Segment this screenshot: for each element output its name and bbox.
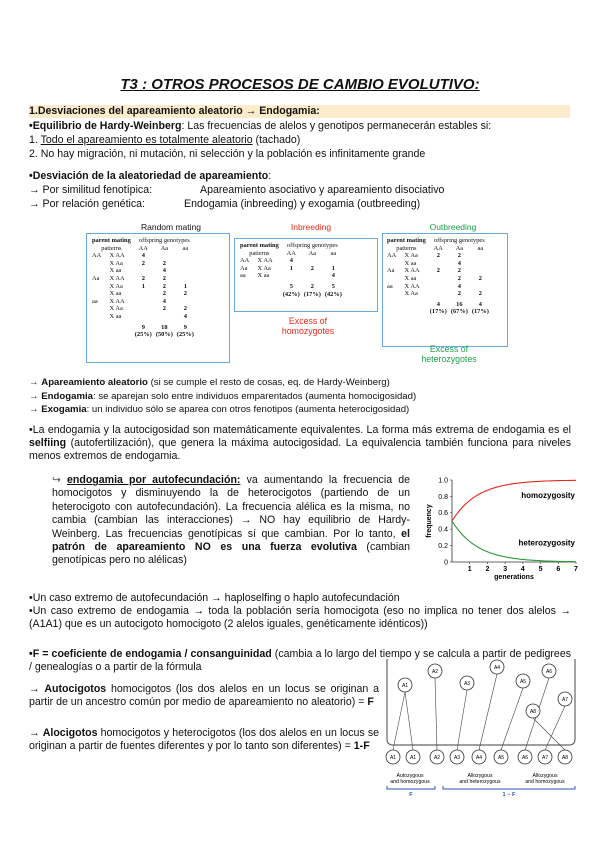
table-cell bbox=[108, 331, 133, 339]
table-row bbox=[385, 267, 491, 275]
x-tick-label: 2 bbox=[485, 566, 490, 573]
table-cell: 2 bbox=[162, 290, 166, 298]
table-cell: aa bbox=[240, 272, 246, 280]
hw-label: •Equilibrio de Hardy-Weinberg bbox=[29, 120, 182, 132]
header-patterns: patterns bbox=[101, 244, 122, 252]
y-axis-label: frequency bbox=[426, 504, 433, 538]
table-cell: 4 bbox=[183, 312, 187, 320]
table-cell: X Aa bbox=[109, 282, 123, 290]
def-text: : un individuo sólo se aparea con otros fenotipos (aumenta heterocigosidad) bbox=[86, 404, 410, 415]
table-total: 5 bbox=[331, 282, 335, 290]
hw-item-1-rest: (tachado) bbox=[252, 134, 301, 146]
label-allo-hom-1: Allozygous bbox=[532, 773, 558, 779]
f-coef-text: (cambia a lo largo del tiempo y se calcula a partir de pedigrees / genealogías o a partir de la fórmula bbox=[29, 648, 572, 674]
allele-label: A1 bbox=[401, 682, 409, 689]
table-cell: X AA bbox=[404, 282, 420, 290]
extremes-block bbox=[29, 592, 571, 632]
header-AA: AA bbox=[286, 249, 296, 257]
table-total: 2 bbox=[310, 282, 314, 290]
label-1-minus-f: 1 − F bbox=[502, 792, 516, 797]
allele-label: A1 bbox=[409, 754, 417, 761]
header-aa: aa bbox=[477, 244, 484, 252]
table-cell bbox=[175, 252, 196, 260]
table-cell: Aa bbox=[387, 267, 395, 275]
x-tick-label: 4 bbox=[520, 566, 525, 573]
table-cell: 2 bbox=[141, 259, 145, 267]
bracket-1-f bbox=[443, 786, 575, 789]
table-cell bbox=[323, 257, 344, 265]
table-cell: 1 bbox=[331, 264, 335, 272]
table-row bbox=[90, 298, 196, 306]
table-cell: X AA bbox=[257, 257, 273, 265]
header-AA: AA bbox=[433, 244, 443, 252]
table-cell: aa bbox=[92, 297, 98, 305]
allele-diagram bbox=[383, 655, 579, 797]
desv-row-1-text: Apareamiento asociativo y apareamiento disociativo bbox=[200, 184, 445, 196]
table-cell: X aa bbox=[404, 259, 417, 267]
table-cell: 2 bbox=[162, 274, 166, 282]
table-total: 18 bbox=[161, 323, 168, 331]
table-row bbox=[90, 283, 196, 291]
table-cell bbox=[90, 305, 108, 313]
excess-homo-line-1: Excess of bbox=[288, 316, 328, 326]
table-row bbox=[90, 275, 196, 283]
allele-label: A3 bbox=[463, 680, 471, 687]
para1-c: (autofertilización), que genera la máxima autocigosidad. La equivalencia también funciona para niveles menos extremos de endogamia. bbox=[29, 437, 571, 463]
table-row bbox=[385, 260, 491, 268]
y-tick-label: 0.8 bbox=[438, 493, 448, 501]
table-header bbox=[238, 242, 344, 250]
hw-bullet bbox=[29, 120, 491, 133]
table-cell bbox=[256, 283, 281, 291]
desv-row-2 bbox=[29, 198, 420, 211]
table-cell: X aa bbox=[404, 274, 417, 282]
extreme-autofecundacion: •Un caso extremo de autofecundación → haploselfing o haplo autofecundación bbox=[29, 592, 400, 604]
alocigotos-value: 1-F bbox=[353, 740, 370, 753]
frequency-chart bbox=[418, 470, 582, 584]
y-tick-label: 0.6 bbox=[438, 510, 448, 518]
series-label-homozygosity: homozygosity bbox=[521, 491, 575, 501]
desv-row-1 bbox=[29, 184, 444, 197]
table-cell bbox=[385, 308, 403, 316]
table-cell: 4 bbox=[457, 259, 461, 267]
desv-row-2-label: → Por relación genética: bbox=[29, 198, 146, 210]
allele-label: A5 bbox=[497, 754, 505, 761]
header-offspring: offspring genotypes bbox=[286, 242, 338, 249]
table-cell: 2 bbox=[162, 282, 166, 290]
table-cell bbox=[154, 252, 175, 260]
allele-label: A8 bbox=[561, 754, 569, 761]
table-row bbox=[385, 290, 491, 298]
table-cell bbox=[385, 290, 403, 298]
arrow-icon: → bbox=[29, 727, 43, 739]
table-header bbox=[90, 237, 196, 245]
table-total: (17%) bbox=[471, 308, 489, 316]
autofecundacion-paragraph bbox=[52, 474, 410, 568]
table-total-row bbox=[385, 308, 491, 316]
allele-label: A3 bbox=[453, 754, 461, 761]
table-cell: 2 bbox=[457, 274, 461, 282]
hw-item-1-underlined: Todo el apareamiento es totalmente aleatorio bbox=[40, 134, 253, 146]
table-cell: 2 bbox=[457, 267, 461, 275]
x-tick-label: 7 bbox=[574, 566, 578, 573]
table-cell: X AA bbox=[109, 274, 125, 282]
table-cell: X Aa bbox=[109, 305, 123, 313]
table-cell: X aa bbox=[109, 312, 122, 320]
descent-arrow bbox=[405, 692, 413, 750]
descent-arrow bbox=[545, 706, 565, 750]
table-total: 16 bbox=[456, 300, 463, 308]
random-mating-title: Random mating bbox=[140, 222, 201, 232]
y-tick-label: 0.4 bbox=[438, 526, 448, 534]
allele-label: A8 bbox=[529, 708, 537, 715]
y-tick-label: 0.2 bbox=[438, 543, 448, 550]
table-cell: 2 bbox=[141, 274, 145, 282]
alocigotos-term: Alocigotos bbox=[42, 727, 98, 739]
table-row bbox=[90, 305, 196, 313]
table-cell: 2 bbox=[183, 290, 187, 298]
def-term: Exogamia bbox=[41, 404, 87, 415]
table-cell bbox=[90, 267, 108, 275]
excess-hetero-line-2: heterozygotes bbox=[421, 354, 477, 364]
hw-item-1 bbox=[29, 134, 300, 147]
desv-heading bbox=[29, 170, 271, 183]
table-row bbox=[90, 290, 196, 298]
table-cell: aa bbox=[387, 282, 393, 290]
table-cell: X aa bbox=[109, 267, 122, 275]
table-cell bbox=[90, 313, 108, 321]
descent-arrow bbox=[435, 678, 437, 750]
def-apareamiento: → Apareamiento aleatorio (si se cumple el resto de cosas, eq. de Hardy-Weinberg) bbox=[29, 377, 390, 388]
table-cell: 2 bbox=[436, 252, 440, 260]
table-total: (17%) bbox=[429, 308, 447, 316]
autofec-a: va aumentando la frecuencia de homocigotos y disminuyendo la de heterocigotos (partiendo de un heterocigoto con autofecundación). La frecuencia alélica es la misma, no cambia (cambian las interacciones) → NO hay equilibrio de Hardy-Weinberg. Las frecuencias genotípicas sí que cambian. Por lo tanto, bbox=[52, 474, 410, 540]
label-autozygous-2: and homozygous bbox=[390, 779, 430, 785]
excess-homo-line-2: homozygotes bbox=[281, 326, 335, 336]
table-cell: AA bbox=[92, 252, 102, 260]
autofec-c: (cambian genotípicas pero no alélicas) bbox=[52, 541, 410, 567]
table-row bbox=[385, 252, 491, 260]
table-cell bbox=[133, 305, 154, 313]
header-AA: AA bbox=[138, 244, 148, 252]
section-heading bbox=[29, 105, 570, 118]
table-header bbox=[238, 250, 344, 258]
table-total: 5 bbox=[289, 282, 293, 290]
table-cell: X AA bbox=[109, 297, 125, 305]
table-cell bbox=[470, 252, 491, 260]
desv-row-1-label: → Por similitud fenotípica: bbox=[29, 184, 153, 196]
table-cell: X AA bbox=[404, 267, 420, 275]
table-header bbox=[90, 245, 196, 253]
table-cell bbox=[90, 331, 108, 339]
series-label-heterozygosity: heterozygosity bbox=[518, 538, 575, 548]
table-cell: 4 bbox=[141, 252, 145, 260]
hw-item-2: 2. No hay migración, ni mutación, ni selección y la población es infinitamente grande bbox=[29, 148, 426, 160]
excess-homozygotes-label bbox=[268, 316, 348, 336]
outbreeding-title: Outbreeding bbox=[429, 222, 477, 232]
label-allo-het-2: and heterozygous bbox=[459, 779, 501, 785]
header-aa: aa bbox=[182, 244, 189, 252]
autocigotos-text: homocigotos (los dos alelos en un locus se originan a partir de un ancestro común por medio de apareamiento no aleatorio) = bbox=[29, 683, 379, 709]
allele-label: A4 bbox=[475, 754, 483, 761]
table-cell bbox=[470, 260, 491, 268]
table-cell: Aa bbox=[92, 274, 100, 282]
table-cell: 2 bbox=[457, 290, 461, 298]
table-cell bbox=[470, 283, 491, 291]
table-cell bbox=[90, 283, 108, 291]
f-coef-title: •F = coeficiente de endogamia / consanguinidad bbox=[29, 648, 272, 660]
inbreeding-table bbox=[234, 238, 378, 312]
table-total-row bbox=[238, 283, 344, 291]
table-cell bbox=[108, 324, 133, 332]
table-cell bbox=[133, 313, 154, 321]
desv-colon: : bbox=[268, 170, 272, 182]
table-cell bbox=[256, 291, 281, 299]
header-parent: parent mating bbox=[240, 242, 279, 249]
allele-label: A1 bbox=[389, 754, 397, 761]
header-parent: parent mating bbox=[387, 237, 426, 244]
table-cell bbox=[175, 275, 196, 283]
mating-figure bbox=[86, 218, 506, 368]
table-total: 9 bbox=[183, 323, 187, 331]
header-Aa: Aa bbox=[160, 244, 169, 252]
table-cell bbox=[133, 298, 154, 306]
table-cell bbox=[90, 260, 108, 268]
table-cell: 2 bbox=[457, 252, 461, 260]
header-offspring: offspring genotypes bbox=[138, 237, 190, 244]
autocigotos-value: F bbox=[367, 696, 374, 709]
arrow-icon: → bbox=[29, 683, 45, 695]
table-cell: 2 bbox=[436, 267, 440, 275]
table-total: (25%) bbox=[134, 331, 152, 339]
alocigotos-paragraph bbox=[29, 727, 379, 754]
header-patterns: patterns bbox=[249, 249, 270, 257]
table-cell: 2 bbox=[478, 274, 482, 282]
allele-circles bbox=[386, 660, 572, 764]
table-cell bbox=[281, 272, 302, 280]
table-total: 9 bbox=[141, 323, 145, 331]
table-cell: AA bbox=[387, 252, 397, 260]
label-allo-het-1: Allozygous bbox=[467, 773, 493, 779]
table-row bbox=[238, 265, 344, 273]
def-endogamia: → Endogamia: se aparejan solo entre individuos emparentados (aumenta homocigosidad) bbox=[29, 390, 417, 402]
table-cell: X Aa bbox=[404, 290, 418, 298]
header-Aa: Aa bbox=[455, 244, 464, 252]
bracket-f bbox=[387, 786, 435, 789]
desv-row-2-text: Endogamia (inbreeding) y exogamia (outbreeding) bbox=[184, 198, 421, 210]
table-total-row bbox=[238, 291, 344, 299]
x-axis-label: generations bbox=[494, 574, 534, 581]
allele-label: A4 bbox=[493, 664, 501, 671]
table-cell: 1 bbox=[141, 282, 145, 290]
table-cell bbox=[175, 260, 196, 268]
table-cell bbox=[428, 275, 449, 283]
table-total: (25%) bbox=[176, 331, 194, 339]
table-total: (42%) bbox=[324, 290, 342, 298]
table-cell: 2 bbox=[162, 305, 166, 313]
header-patterns: patterns bbox=[396, 244, 417, 252]
autocigotos-term: Autocigotos bbox=[44, 683, 107, 695]
table-row bbox=[90, 267, 196, 275]
allele-label: A5 bbox=[519, 678, 527, 685]
para1-a: •La endogamia y la autocigosidad son matemáticamente equivalentes. La forma más extrema de endogamia es el bbox=[29, 424, 571, 436]
table-cell: 4 bbox=[289, 257, 293, 265]
header-offspring: offspring genotypes bbox=[433, 237, 485, 244]
alocigotos-text: homocigotos y heterocigotos (los dos alelos en un locus se originan a partir de fuentes diferentes y por lo tanto son diferentes) = bbox=[29, 727, 380, 753]
header-parent: parent mating bbox=[92, 237, 131, 244]
table-cell bbox=[428, 283, 449, 291]
def-exogamia: → Exogamia: un individuo sólo se aparea con otros fenotipos (aumenta heterocigosidad) bbox=[29, 404, 410, 415]
definitions-list bbox=[29, 376, 416, 417]
x-tick-label: 3 bbox=[503, 566, 508, 573]
table-header bbox=[385, 237, 491, 245]
table-cell: 1 bbox=[183, 282, 187, 290]
allele-label: A6 bbox=[521, 754, 529, 761]
table-row bbox=[385, 275, 491, 283]
hook-arrow-icon: ↪ bbox=[52, 474, 67, 486]
autofec-bold: el patrón de apareamiento NO es una fuerza evolutiva bbox=[52, 527, 410, 554]
label-autozygous-1: Autozygous bbox=[396, 773, 424, 779]
table-cell bbox=[154, 313, 175, 321]
table-cell: 2 bbox=[310, 264, 314, 272]
table-cell bbox=[175, 298, 196, 306]
table-cell: X Aa bbox=[257, 264, 271, 272]
table-total: (17%) bbox=[303, 290, 321, 298]
table-cell: 2 bbox=[478, 290, 482, 298]
table-cell bbox=[302, 272, 323, 280]
hw-item-1-num: 1. bbox=[29, 134, 41, 146]
table-cell: X Aa bbox=[404, 252, 418, 260]
table-cell bbox=[385, 260, 403, 268]
allele-label: A2 bbox=[431, 668, 439, 675]
random-mating-table bbox=[86, 233, 230, 363]
table-cell bbox=[175, 267, 196, 275]
table-cell bbox=[428, 260, 449, 268]
excess-hetero-line-1: Excess of bbox=[429, 344, 469, 354]
def-text: (si se cumple el resto de cosas, eq. de Hardy-Weinberg) bbox=[147, 377, 390, 388]
table-total: (42%) bbox=[282, 290, 300, 298]
table-total: 4 bbox=[478, 300, 482, 308]
table-row bbox=[238, 272, 344, 280]
table-cell bbox=[403, 308, 428, 316]
header-aa: aa bbox=[330, 249, 337, 257]
table-total-row bbox=[385, 301, 491, 309]
table-header bbox=[385, 245, 491, 253]
hw-text: : Las frecuencias de alelos y genotipos permanecerán estables si: bbox=[181, 120, 492, 132]
extreme-endogamia: •Un caso extremo de endogamia → toda la población sería homocigota (eso no implica no tener dos alelos → (A1A1) que es un autocigoto homocigoto (2 alelos iguales, genéticamente idénticos)) bbox=[29, 605, 571, 631]
y-tick-label: 1.0 bbox=[438, 477, 448, 485]
table-cell: X aa bbox=[109, 290, 122, 298]
table-cell: 4 bbox=[457, 282, 461, 290]
y-tick-label: 0 bbox=[444, 559, 448, 567]
def-text: : se aparejan solo entre individuos emparentados (aumenta homocigosidad) bbox=[92, 390, 417, 402]
table-row bbox=[238, 257, 344, 265]
table-cell bbox=[302, 257, 323, 265]
x-tick-label: 6 bbox=[556, 566, 561, 573]
table-cell bbox=[428, 290, 449, 298]
descent-arrow bbox=[479, 674, 497, 750]
x-tick-label: 1 bbox=[467, 566, 472, 573]
def-term: Endogamia bbox=[41, 390, 93, 402]
autofec-term: endogamia por autofecundación: bbox=[66, 474, 241, 486]
table-cell: 2 bbox=[162, 259, 166, 267]
table-total: (50%) bbox=[155, 331, 173, 339]
descent-arrow bbox=[393, 692, 405, 750]
table-row bbox=[90, 252, 196, 260]
descent-arrow bbox=[501, 688, 523, 750]
table-row bbox=[90, 313, 196, 321]
section-1-title: 1.Desviaciones del apareamiento aleatorio → Endogamia: bbox=[29, 105, 570, 118]
descent-arrow bbox=[457, 690, 467, 750]
inbreeding-title: Inbreeding bbox=[290, 222, 332, 232]
label-f: F bbox=[409, 792, 413, 797]
table-cell bbox=[133, 290, 154, 298]
table-cell: 2 bbox=[183, 305, 187, 313]
table-cell: Aa bbox=[240, 264, 248, 272]
table-cell bbox=[470, 267, 491, 275]
table-cell: 1 bbox=[289, 264, 293, 272]
table-cell bbox=[90, 290, 108, 298]
table-total: (67%) bbox=[450, 308, 468, 316]
series-line-homozygosity bbox=[452, 480, 576, 521]
x-tick-label: 5 bbox=[538, 566, 543, 573]
table-row bbox=[90, 260, 196, 268]
table-cell: 4 bbox=[162, 297, 166, 305]
table-cell bbox=[133, 267, 154, 275]
table-cell bbox=[403, 301, 428, 309]
table-total-row bbox=[90, 324, 196, 332]
table-cell bbox=[90, 324, 108, 332]
paragraph-equivalence bbox=[29, 424, 571, 464]
table-total-row bbox=[90, 331, 196, 339]
label-allo-hom-2: and homozygous bbox=[525, 779, 565, 785]
table-cell bbox=[385, 301, 403, 309]
table-cell: X AA bbox=[109, 252, 125, 260]
allele-label: A2 bbox=[433, 754, 441, 761]
excess-heterozygotes-label bbox=[404, 344, 494, 364]
page-title: T3 : OTROS PROCESOS DE CAMBIO EVOLUTIVO: bbox=[120, 76, 480, 93]
allele-label: A7 bbox=[561, 696, 569, 703]
def-term: Apareamiento aleatorio bbox=[41, 377, 148, 388]
table-cell: X aa bbox=[257, 272, 270, 280]
allele-label: A6 bbox=[545, 668, 553, 675]
header-Aa: Aa bbox=[308, 249, 317, 257]
autocigotos-paragraph bbox=[29, 683, 379, 710]
table-cell: 4 bbox=[162, 267, 166, 275]
outbreeding-table bbox=[382, 233, 508, 347]
table-cell: 4 bbox=[331, 272, 335, 280]
table-cell: X Aa bbox=[109, 259, 123, 267]
table-row bbox=[385, 283, 491, 291]
table-cell: AA bbox=[240, 257, 250, 265]
desv-heading-text: •Desviación de la aleatoriedad de apareamiento bbox=[29, 170, 269, 182]
table-cell bbox=[238, 283, 256, 291]
table-total: 4 bbox=[436, 300, 440, 308]
table-cell bbox=[385, 275, 403, 283]
para1-selfing: selfiing bbox=[29, 437, 67, 450]
allele-label: A7 bbox=[541, 754, 549, 761]
table-cell bbox=[238, 291, 256, 299]
